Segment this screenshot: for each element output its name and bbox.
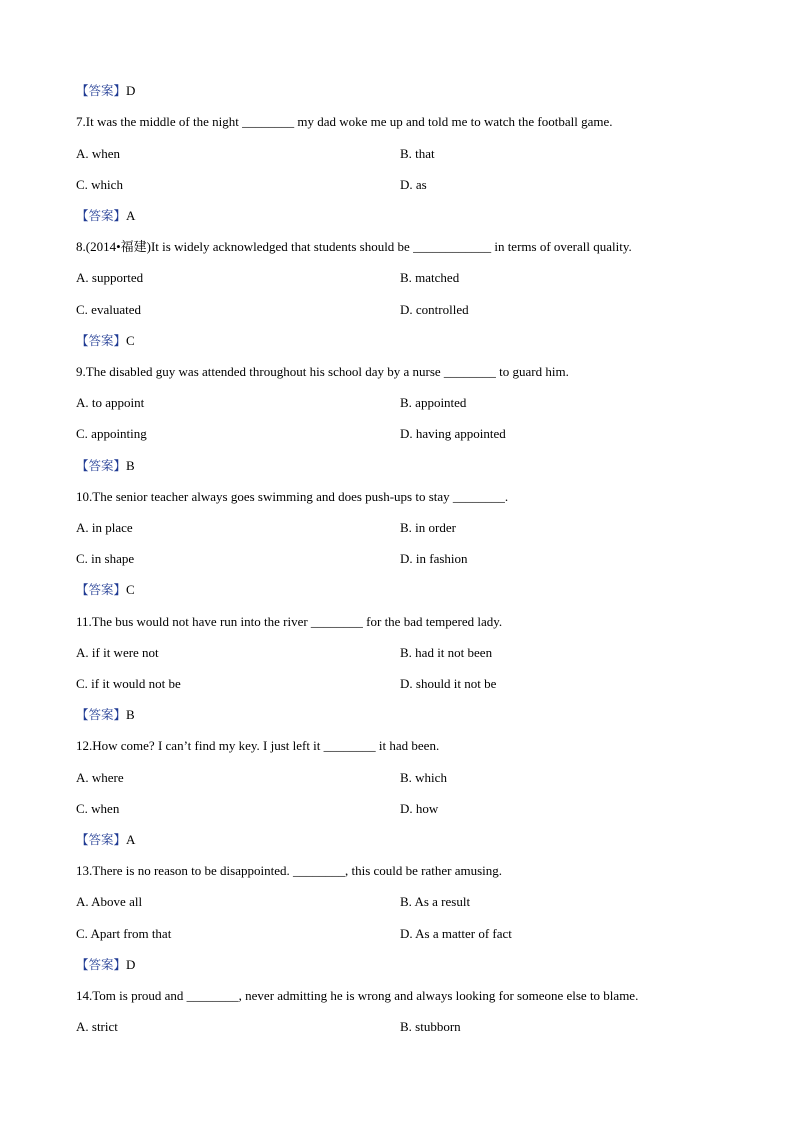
question-10-option-c: C. in shape	[76, 551, 135, 566]
question-8-option-c: C. evaluated	[76, 302, 141, 317]
answer-line	[76, 582, 135, 598]
question-12-option-a: A. where	[76, 770, 124, 785]
question-12-stem: 12.How come? I can’t find my key. I just left it ________ it had been.	[76, 738, 440, 753]
question-11-stem: 11.The bus would not have run into the river ________ for the bad tempered lady.	[76, 614, 503, 629]
question-13-option-c: C. Apart from that	[76, 926, 172, 941]
answer-value: D	[126, 83, 136, 98]
answer-line	[76, 458, 135, 474]
question-12-option-b: B. which	[400, 770, 447, 785]
question-10-option-d: D. in fashion	[400, 551, 468, 566]
answer-value: A	[126, 832, 136, 847]
question-7-option-a: A. when	[76, 146, 121, 161]
answer-tag: 【答案】	[76, 208, 127, 223]
question-9-option-c: C. appointing	[76, 426, 147, 441]
question-9-option-a: A. to appoint	[76, 395, 145, 410]
question-12-option-c: C. when	[76, 801, 120, 816]
question-14-stem: 14.Tom is proud and ________, never admitting he is wrong and always looking for someone else to blame.	[76, 988, 639, 1003]
question-7-option-c: C. which	[76, 177, 123, 192]
answer-tag: 【答案】	[76, 83, 127, 98]
question-9-stem: 9.The disabled guy was attended throughout his school day by a nurse ________ to guard him.	[76, 364, 569, 379]
answer-tag: 【答案】	[76, 707, 127, 722]
question-14-option-b: B. stubborn	[400, 1019, 461, 1034]
question-8-option-a: A. supported	[76, 270, 144, 285]
answer-line	[76, 832, 135, 848]
answer-value: C	[126, 333, 135, 348]
question-8-option-b: B. matched	[400, 270, 460, 285]
question-8-stem: 8.(2014•福建)It is widely acknowledged that students should be ____________ in terms of overall quality.	[76, 239, 632, 254]
question-13-option-b: B. As a result	[400, 894, 471, 909]
answer-value: B	[126, 458, 135, 473]
question-13-stem: 13.There is no reason to be disappointed. ________, this could be rather amusing.	[76, 863, 503, 878]
answer-line	[76, 208, 135, 224]
answer-line	[76, 333, 135, 349]
question-10-option-a: A. in place	[76, 520, 133, 535]
question-11-option-c: C. if it would not be	[76, 676, 181, 691]
answer-value: A	[126, 208, 136, 223]
answer-value: C	[126, 582, 135, 597]
answer-tag: 【答案】	[76, 582, 127, 597]
question-10-stem: 10.The senior teacher always goes swimming and does push-ups to stay ________.	[76, 489, 509, 504]
answer-value: D	[126, 957, 136, 972]
answer-tag: 【答案】	[76, 832, 127, 847]
question-9-option-d: D. having appointed	[400, 426, 506, 441]
answer-tag: 【答案】	[76, 957, 127, 972]
question-8-option-d: D. controlled	[400, 302, 469, 317]
question-7-option-d: D. as	[400, 177, 427, 192]
question-11-option-b: B. had it not been	[400, 645, 493, 660]
answer-tag: 【答案】	[76, 333, 127, 348]
question-12-option-d: D. how	[400, 801, 439, 816]
question-14-option-a: A. strict	[76, 1019, 118, 1034]
answer-line	[76, 957, 135, 973]
question-13-option-d: D. As a matter of fact	[400, 926, 512, 941]
question-7-stem: 7.It was the middle of the night ________ my dad woke me up and told me to watch the football game.	[76, 114, 613, 129]
question-11-option-d: D. should it not be	[400, 676, 497, 691]
question-13-option-a: A. Above all	[76, 894, 143, 909]
answer-line	[76, 707, 135, 723]
answer-line	[76, 83, 135, 99]
answer-value: B	[126, 707, 135, 722]
question-11-option-a: A. if it were not	[76, 645, 159, 660]
question-7-option-b: B. that	[400, 146, 435, 161]
question-10-option-b: B. in order	[400, 520, 456, 535]
question-9-option-b: B. appointed	[400, 395, 467, 410]
answer-tag: 【答案】	[76, 458, 127, 473]
